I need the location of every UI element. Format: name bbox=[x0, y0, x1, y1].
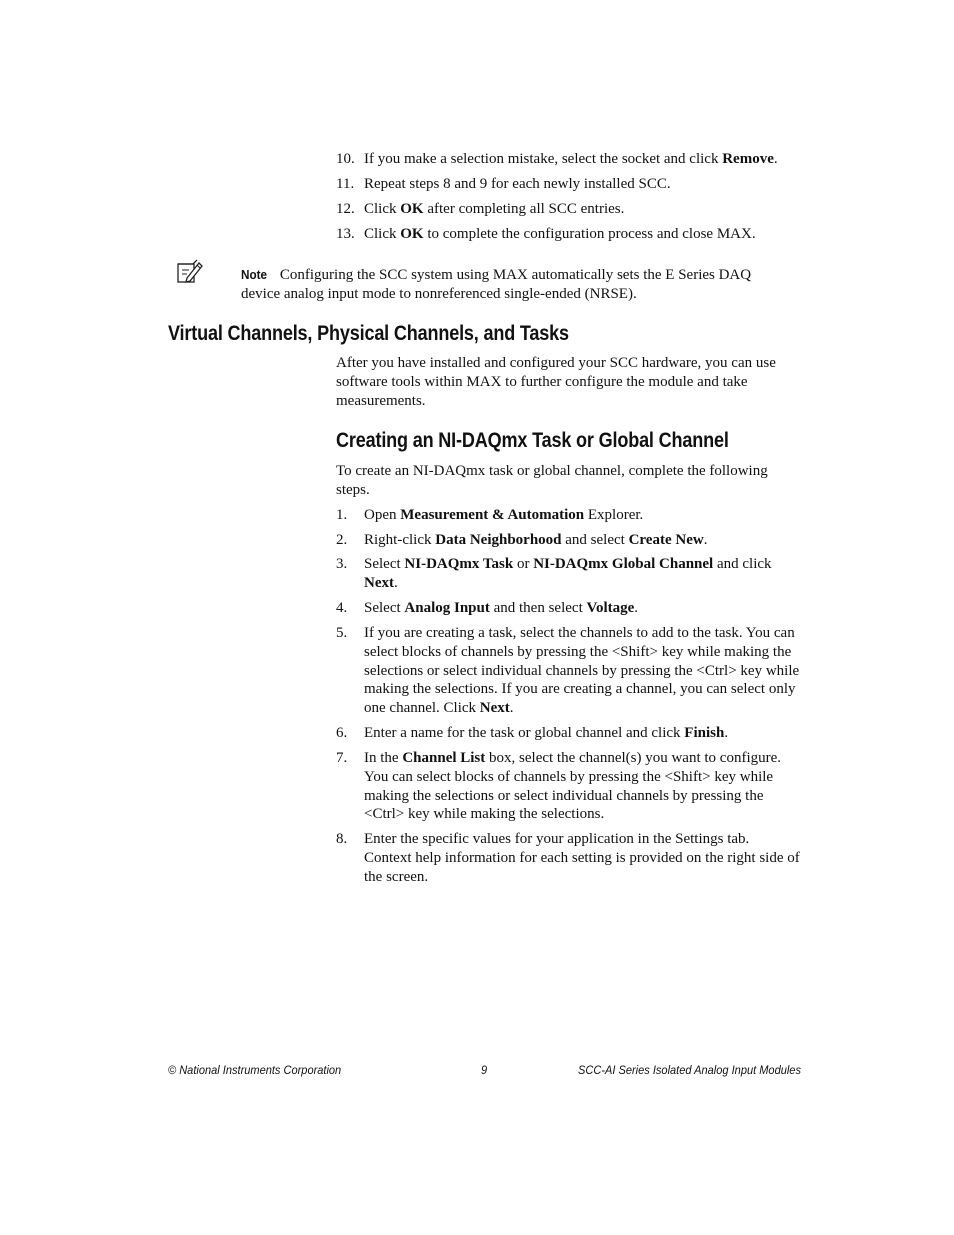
footer-right: SCC-AI Series Isolated Analog Input Modules bbox=[578, 1063, 801, 1077]
step-text: If you are creating a task, select the channels to add to the task. You can select blocks of channels by pressing the <Shift> key while making the selections or select individual channels by pressing the <Ctrl> key while making the selections. If you are creating a channel, you can select only one channel. Click Next. bbox=[364, 625, 800, 717]
ui-term: Voltage bbox=[586, 600, 635, 616]
step-text: Select Analog Input and then select Voltage. bbox=[364, 600, 639, 616]
ui-term: NI-DAQmx Task bbox=[404, 556, 514, 572]
note-text: Configuring the SCC system using MAX automatically sets the E Series DAQ device analog input mode to nonreferenced single-ended (NRSE). bbox=[241, 267, 752, 302]
ui-term: NI-DAQmx Global Channel bbox=[533, 556, 714, 572]
page-number: 9 bbox=[481, 1063, 488, 1077]
step-text: In the Channel List box, select the channel(s) you want to configure. You can select blocks of channels by pressing the <Shift> key while making the selections or select individual channels by pressing the <Ctrl> key while making the selections. bbox=[364, 750, 782, 823]
step-number: 4. bbox=[336, 600, 348, 616]
step-number: 12. bbox=[336, 201, 355, 217]
step-number: 8. bbox=[336, 831, 348, 847]
step-text: Enter a name for the task or global channel and click Finish. bbox=[364, 725, 729, 741]
note-pencil-icon bbox=[175, 258, 205, 286]
ui-term: Create New bbox=[628, 532, 704, 548]
step-text: Click OK after completing all SCC entries. bbox=[364, 201, 625, 217]
note-block bbox=[241, 266, 781, 304]
ui-term: Finish bbox=[684, 725, 725, 741]
ui-term: Analog Input bbox=[404, 600, 490, 616]
step-number: 1. bbox=[336, 507, 348, 523]
step-number: 7. bbox=[336, 750, 348, 766]
ui-term: Channel List bbox=[402, 750, 486, 766]
ui-term: OK bbox=[400, 201, 424, 217]
section-heading bbox=[168, 322, 634, 346]
step-number: 6. bbox=[336, 725, 348, 741]
subsection-heading bbox=[336, 429, 793, 453]
section-paragraph: After you have installed and configured your SCC hardware, you can use software tools within MAX to further configure the module and take measurements. bbox=[336, 355, 776, 409]
step-number: 13. bbox=[336, 226, 355, 242]
step-text: Select NI-DAQmx Task or NI-DAQmx Global Channel and click Next. bbox=[364, 556, 772, 591]
ui-term: Remove bbox=[722, 151, 774, 167]
ui-term: OK bbox=[400, 226, 424, 242]
ui-term: Next bbox=[479, 700, 510, 717]
note-label: Note bbox=[241, 267, 268, 282]
step-number: 10. bbox=[336, 151, 355, 167]
step-number: 5. bbox=[336, 625, 348, 641]
step-text: Enter the specific values for your application in the Settings tab. Context help information for each setting is provided on the right side of the screen. bbox=[364, 831, 800, 885]
step-number: 2. bbox=[336, 532, 348, 548]
step-text: Repeat steps 8 and 9 for each newly installed SCC. bbox=[364, 176, 671, 192]
ui-term: Next bbox=[364, 574, 394, 591]
ui-term: Data Neighborhood bbox=[435, 532, 562, 548]
step-number: 11. bbox=[336, 176, 355, 192]
step-number: 3. bbox=[336, 556, 348, 572]
step-text: Open Measurement & Automation Explorer. bbox=[364, 507, 644, 523]
section-heading-virtual-channels: Virtual Channels, Physical Channels, and Tasks bbox=[168, 322, 569, 345]
step-text: If you make a selection mistake, select the socket and click Remove. bbox=[364, 151, 778, 167]
subsection-intro: To create an NI-DAQmx task or global channel, complete the following steps. bbox=[336, 463, 768, 498]
step-text: Right-click Data Neighborhood and select Create New. bbox=[364, 532, 708, 548]
step-text: Click OK to complete the configuration process and close MAX. bbox=[364, 226, 756, 242]
ui-term: Measurement & Automation bbox=[400, 507, 585, 523]
footer-left: © National Instruments Corporation bbox=[168, 1063, 342, 1077]
subsection-heading-creating-task: Creating an NI-DAQmx Task or Global Channel bbox=[336, 429, 729, 452]
